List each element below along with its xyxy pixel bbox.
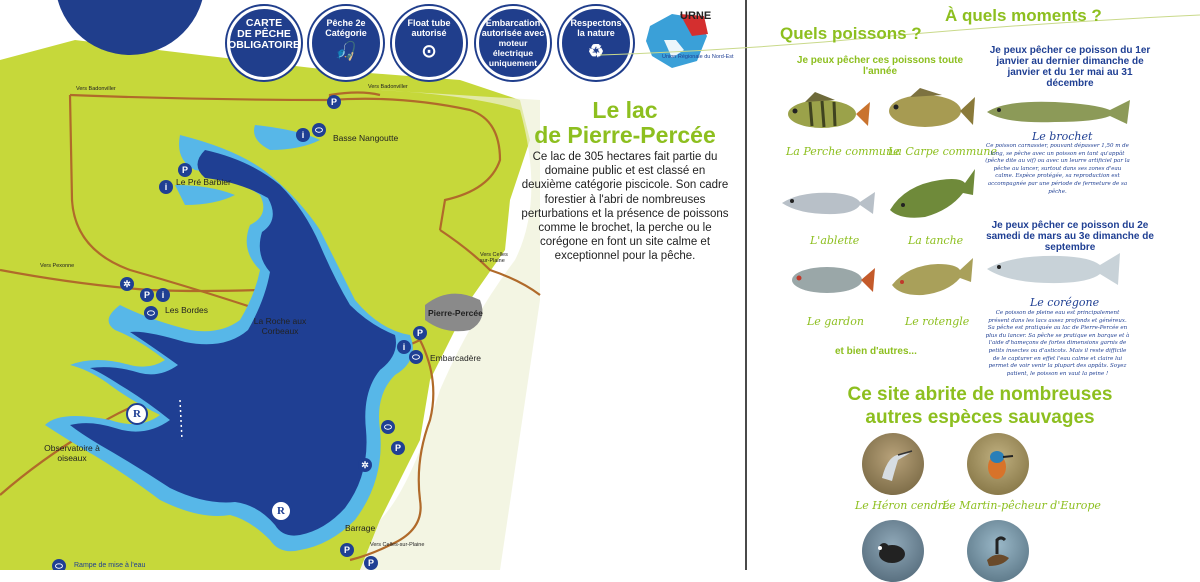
label-les-bordes: Les Bordes bbox=[165, 305, 208, 315]
legend-rampe: Rampe de mise à l'eau bbox=[74, 562, 146, 569]
rampe-icon: ⬭ bbox=[312, 123, 326, 137]
badge-line1: Respectons bbox=[570, 18, 622, 28]
name-perche: La Perche commune bbox=[786, 145, 900, 158]
badge-line2: autorisée avec bbox=[481, 28, 545, 38]
une-caption: Union Régionale du Nord-Est bbox=[662, 54, 734, 60]
grebe-image bbox=[967, 520, 1029, 582]
col-toute-annee: Je peux pêcher ces poissons toute l'année bbox=[796, 55, 964, 77]
brochet-description: Ce poisson carnassier, pouvant dépasser 1,50 m de long, se pêche avec un poisson en tant qu'appât (pêche dite au vif) ou avec un leurre artificiel par la pêche au lancer, surtout dans ses zones d'eau calme. Espèce protégée, sa reproduction est accompagnée par une période de fermeture de sa pêche. bbox=[985, 143, 1130, 195]
name-coregone: Le corégone bbox=[1030, 296, 1100, 309]
perche-image bbox=[780, 90, 870, 135]
label-roche-corbeaux: La Roche aux Corbeaux bbox=[253, 316, 307, 336]
rampe-icon: ⬭ bbox=[409, 350, 423, 364]
une-title: URNE bbox=[680, 10, 712, 22]
rampe-icon: ⬭ bbox=[381, 420, 395, 434]
badge-float-tube bbox=[392, 6, 466, 80]
coregone-image bbox=[985, 247, 1120, 292]
picnic-icon: ✲ bbox=[358, 458, 372, 472]
name-rotengle: Le rotengle bbox=[905, 315, 970, 328]
badge-line2: DE PÊCHE bbox=[237, 28, 291, 40]
badge-line3: OBLIGATOIRE bbox=[228, 39, 300, 51]
parking-icon: P bbox=[340, 543, 354, 557]
badge-line2: autorisé bbox=[411, 28, 447, 38]
parking-icon: P bbox=[178, 163, 192, 177]
badge-line2: la nature bbox=[577, 28, 615, 38]
label-observatoire: Observatoire à oiseaux bbox=[44, 443, 100, 463]
float-tube-icon: ⊙ bbox=[421, 41, 437, 61]
name-brochet: Le brochet bbox=[1032, 130, 1093, 143]
lac-title bbox=[505, 98, 745, 148]
info-icon: i bbox=[397, 340, 411, 354]
label-barrage: Barrage bbox=[345, 523, 376, 533]
name-tanche: La tanche bbox=[908, 234, 964, 247]
abrite-line1: Ce site abrite de nombreuses bbox=[847, 384, 1113, 405]
badge-line1: Pêche 2e bbox=[326, 18, 366, 28]
parking-icon: P bbox=[364, 556, 378, 570]
badge-embarcation bbox=[476, 6, 550, 80]
col-brochet-periode: Je peux pêcher ce poisson du 1er janvier au dernier dimanche de janvier et du 1er mai au 31 décembre bbox=[989, 45, 1151, 89]
rampe-icon: ⬭ bbox=[144, 306, 158, 320]
martin-pecheur-image bbox=[967, 433, 1029, 495]
parking-icon: P bbox=[140, 288, 154, 302]
heading-autres-especes bbox=[765, 383, 1195, 429]
badge-line3: moteur électrique uniquement bbox=[488, 38, 538, 68]
picnic-icon: ✲ bbox=[120, 277, 134, 291]
parking-icon: P bbox=[327, 95, 341, 109]
page-divider bbox=[745, 0, 747, 570]
lac-title-line2: de Pierre-Percée bbox=[534, 122, 716, 148]
label-vers-pexonne: Vers Pexonne bbox=[40, 263, 75, 269]
brochet-image bbox=[985, 92, 1130, 132]
gardon-image bbox=[785, 258, 875, 303]
badge-carte-peche bbox=[227, 6, 301, 80]
restaurant-icon: R bbox=[126, 403, 148, 425]
col-coregone-periode: Je peux pêcher ce poisson du 2e samedi de mars au 3e dimanche de septembre bbox=[986, 220, 1154, 253]
name-martin-pecheur: Le Martin-pêcheur d'Europe bbox=[942, 499, 1101, 512]
label-vers-celles-2: Vers Celles-sur-Plaine bbox=[370, 542, 425, 548]
lac-title-line1: Le lac bbox=[592, 97, 658, 123]
label-embarcadere: Embarcadère bbox=[430, 353, 482, 363]
badge-line2: Catégorie bbox=[325, 28, 367, 38]
et-bien-autres: et bien d'autres... bbox=[835, 346, 917, 357]
rotengle-image bbox=[888, 250, 973, 300]
ablette-image bbox=[780, 185, 875, 220]
label-vers-celles-1: Vers Celles sur-Plaine bbox=[480, 252, 508, 264]
badge-line1: Embarcation bbox=[485, 18, 541, 28]
label-vers-badonviller-1: Vers Badonviller bbox=[76, 86, 116, 92]
info-icon: i bbox=[296, 128, 310, 142]
rampe-legend-icon: ⬭ bbox=[52, 559, 66, 570]
tanche-image bbox=[885, 165, 975, 225]
foulque-image bbox=[862, 520, 924, 582]
badge-line1: Float tube bbox=[407, 18, 451, 28]
parking-icon: P bbox=[391, 441, 405, 455]
restaurant-icon: R bbox=[270, 500, 292, 522]
name-gardon: Le gardon bbox=[807, 315, 864, 328]
heading-poissons: Quels poissons ? bbox=[780, 24, 922, 43]
label-pre-barbier: Le Pré Barbier bbox=[176, 177, 231, 187]
label-vers-badonviller-2: Vers Badonviller bbox=[368, 84, 408, 90]
angler-icon: 🎣 bbox=[334, 41, 358, 61]
badge-line1: CARTE bbox=[245, 17, 283, 29]
parking-icon: P bbox=[413, 326, 427, 340]
label-basse-nangoutte: Basse Nangoutte bbox=[333, 133, 399, 143]
label-pierre-percee: Pierre-Percée bbox=[428, 308, 483, 318]
heron-image bbox=[862, 433, 924, 495]
lac-description: Ce lac de 305 hectares fait partie du domaine public et est classé en deuxième catégorie piscicole. Son cadre forestier à l'abri de nombreuses perturbations et la présence de poissons comme le brochet, la perche ou le corégone en font un site calme et exceptionnel pour la pêche. bbox=[521, 151, 729, 263]
info-icon: i bbox=[156, 288, 170, 302]
logo-circle bbox=[40, 0, 220, 60]
name-heron: Le Héron cendré bbox=[855, 499, 950, 512]
badge-peche-categorie bbox=[309, 6, 383, 80]
name-ablette: L'ablette bbox=[810, 234, 860, 247]
carpe-image bbox=[880, 85, 975, 135]
heading-moments: À quels moments ? bbox=[945, 6, 1102, 25]
coregone-description: Ce poisson de pleine eau est principalement présent dans les lacs assez profonds et généreux. Sa pêche est pratiquée au lac de Pierre-Percée en plus du lancer. Sa pêche se pratique en barque et à l'aide d'hameçons de fortes dimensions garnis de petits insectes ou d'asticots. Mais il reste difficile de le capturer en effet l'eau calme et claire lui permet de voir venir la plupart des appâts. Soyez patient, le poisson en vaut la peine ! bbox=[985, 310, 1130, 377]
info-icon: i bbox=[159, 180, 173, 194]
name-carpe: La Carpe commune bbox=[888, 145, 997, 158]
abrite-line2: autres espèces sauvages bbox=[865, 407, 1095, 428]
nature-icon: ♻ bbox=[587, 41, 605, 61]
